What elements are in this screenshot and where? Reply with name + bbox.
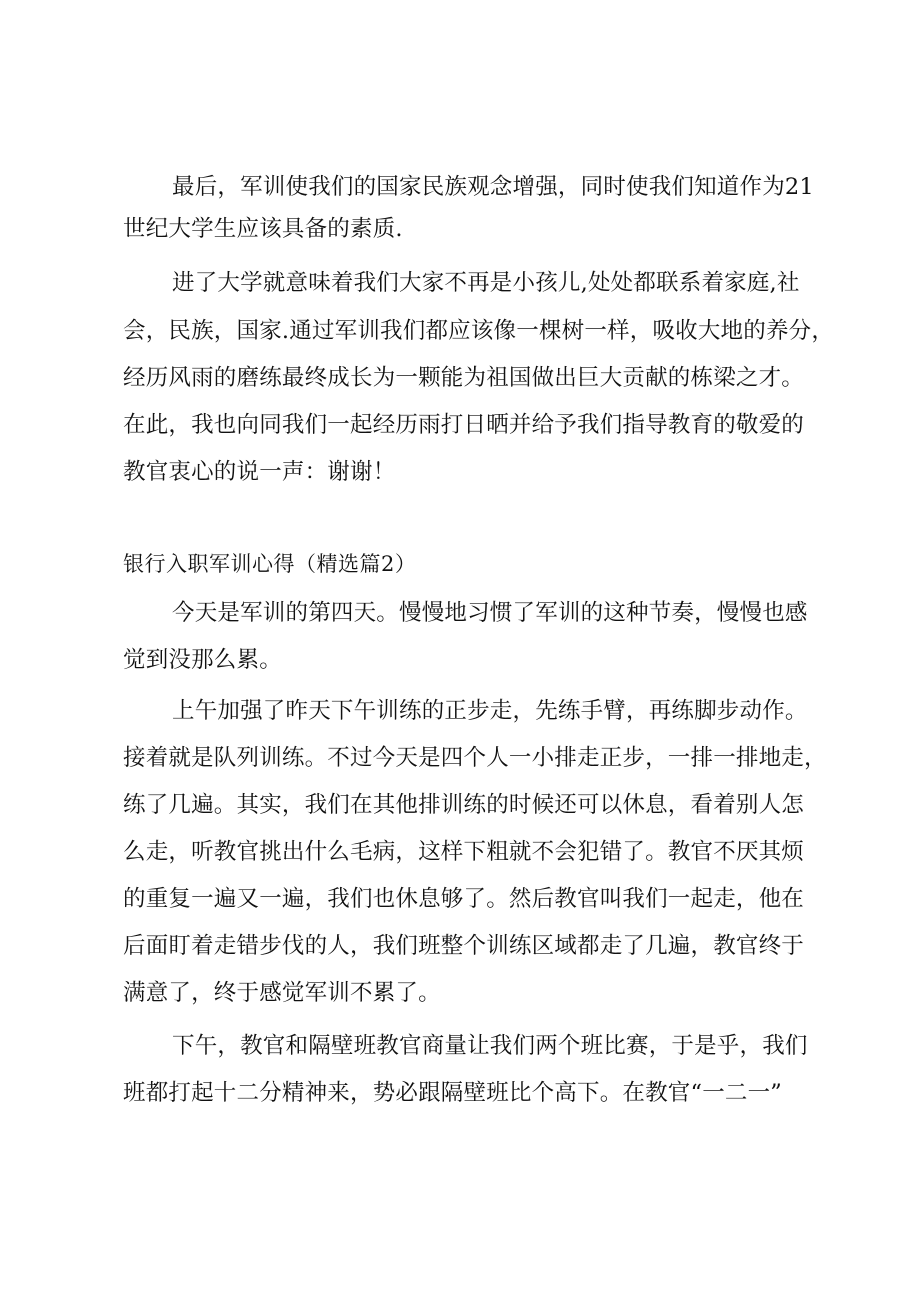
paragraph-4-line-2: 接着就是队列训练。不过今天是四个人一小排走正步，一排一排地走，: [123, 745, 827, 771]
paragraph-3-line-2: 觉到没那么累。: [123, 647, 282, 673]
paragraph-1-line-1: 最后，军训使我们的国家民族观念增强，同时使我们知道作为21: [172, 174, 814, 200]
paragraph-5-line-2: 班都打起十二分精神来，势必跟隔壁班比个高下。在教官“一二一”: [123, 1080, 783, 1106]
paragraph-2-line-2: 会，民族，国家.通过军训我们都应该像一棵树一样，吸收大地的养分，: [123, 318, 835, 344]
paragraph-1-line-2: 世纪大学生应该具备的素质.: [123, 216, 403, 242]
paragraph-5-line-1: 下午，教官和隔壁班教官商量让我们两个班比赛，于是乎，我们: [172, 1033, 808, 1059]
paragraph-4-line-7: 满意了，终于感觉军训不累了。: [123, 980, 441, 1006]
paragraph-2-line-1: 进了大学就意味着我们大家不再是小孩儿,处处都联系着家庭,社: [172, 270, 800, 296]
paragraph-4-line-6: 后面盯着走错步伐的人，我们班整个训练区域都走了几遍，教官终于: [123, 933, 805, 959]
paragraph-2-line-4: 在此，我也向同我们一起经历雨打日晒并给予我们指导教育的敬爱的: [123, 412, 805, 438]
paragraph-2-line-5: 教官衷心的说一声：谢谢！: [123, 459, 396, 485]
paragraph-4-line-4: 么走，听教官挑出什么毛病，这样下粗就不会犯错了。教官不厌其烦: [123, 839, 805, 865]
section-heading: 银行入职军训心得（精选篇2）: [123, 552, 417, 576]
paragraph-3-line-1: 今天是军训的第四天。慢慢地习惯了军训的这种节奏，慢慢也感: [172, 600, 808, 626]
paragraph-4-line-1: 上午加强了昨天下午训练的正步走，先练手臂，再练脚步动作。: [172, 698, 808, 724]
paragraph-4-line-3: 练了几遍。其实，我们在其他排训练的时候还可以休息，看着别人怎: [123, 792, 805, 818]
paragraph-4-line-5: 的重复一遍又一遍，我们也休息够了。然后教官叫我们一起走，他在: [123, 886, 805, 912]
paragraph-2-line-3: 经历风雨的磨练最终成长为一颗能为祖国做出巨大贡献的栋梁之才。: [123, 365, 805, 391]
